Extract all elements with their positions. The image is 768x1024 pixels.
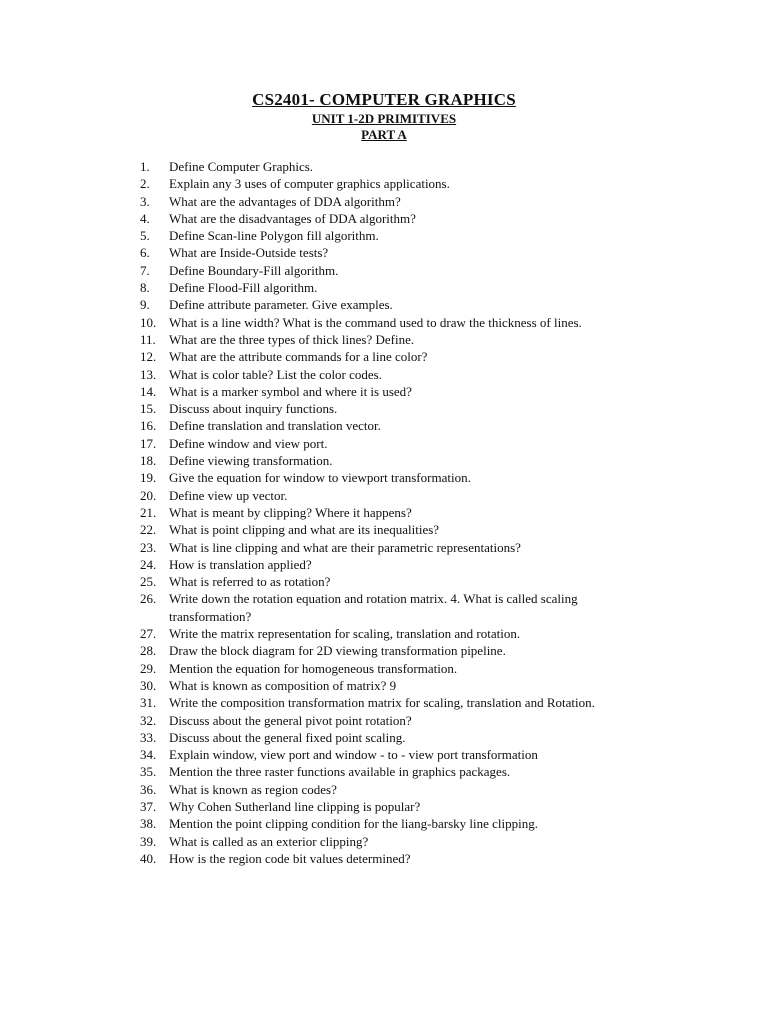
question-item bbox=[140, 539, 640, 556]
question-number: 39. bbox=[140, 833, 157, 849]
question-number: 20. bbox=[140, 487, 157, 503]
question-number: 33. bbox=[140, 729, 157, 745]
question-text: What is color table? List the color codes. bbox=[169, 366, 382, 382]
question-text: How is translation applied? bbox=[169, 556, 312, 572]
question-number: 22. bbox=[140, 522, 157, 538]
question-text: What are the three types of thick lines? Define. bbox=[169, 331, 415, 347]
question-text: What is point clipping and what are its inequalities? bbox=[169, 522, 440, 538]
question-text: Define Scan-line Polygon fill algorithm. bbox=[169, 228, 379, 244]
question-text: Define Flood-Fill algorithm. bbox=[169, 280, 318, 296]
question-text: Write down the rotation equation and rotation matrix. 4. What is called scaling transformation? bbox=[169, 591, 578, 624]
question-text: Draw the block diagram for 2D viewing transformation pipeline. bbox=[169, 643, 506, 659]
question-text: What are the advantages of DDA algorithm? bbox=[169, 193, 401, 209]
question-number: 18. bbox=[140, 453, 157, 469]
question-item bbox=[140, 314, 640, 331]
unit-heading: UNIT 1-2D PRIMITIVES bbox=[311, 111, 457, 126]
question-text: Explain window, view port and window - to - view port transformation bbox=[169, 747, 538, 763]
question-item bbox=[140, 244, 640, 261]
question-item bbox=[140, 573, 640, 590]
question-item bbox=[140, 158, 640, 175]
question-item bbox=[140, 400, 640, 417]
question-number: 36. bbox=[140, 781, 157, 797]
question-text: Define viewing transformation. bbox=[169, 453, 333, 469]
question-item bbox=[140, 210, 640, 227]
question-item bbox=[140, 729, 640, 746]
question-item bbox=[140, 677, 640, 694]
question-text: Discuss about the general fixed point scaling. bbox=[169, 729, 406, 745]
question-item bbox=[140, 279, 640, 296]
question-text: What is meant by clipping? Where it happens? bbox=[169, 504, 412, 520]
question-item bbox=[140, 781, 640, 798]
question-item bbox=[140, 625, 640, 642]
question-text: Why Cohen Sutherland line clipping is popular? bbox=[169, 798, 421, 814]
question-text: Define window and view port. bbox=[169, 435, 328, 451]
question-number: 5. bbox=[140, 228, 150, 244]
question-item bbox=[140, 556, 640, 573]
question-item bbox=[140, 452, 640, 469]
question-item bbox=[140, 642, 640, 659]
question-number: 27. bbox=[140, 626, 157, 642]
question-item bbox=[140, 521, 640, 538]
question-number: 9. bbox=[140, 297, 150, 313]
question-number: 7. bbox=[140, 262, 150, 278]
question-number: 17. bbox=[140, 435, 157, 451]
question-number: 23. bbox=[140, 539, 157, 555]
question-item bbox=[140, 746, 640, 763]
question-item bbox=[140, 798, 640, 815]
question-text: What are Inside-Outside tests? bbox=[169, 245, 329, 261]
question-text: What are the disadvantages of DDA algorithm? bbox=[169, 210, 416, 226]
question-number: 24. bbox=[140, 556, 157, 572]
document-title: CS2401- COMPUTER GRAPHICS bbox=[252, 90, 516, 109]
question-list bbox=[140, 158, 640, 867]
question-text: Discuss about the general pivot point rotation? bbox=[169, 712, 412, 728]
question-number: 3. bbox=[140, 193, 150, 209]
question-text: Mention the three raster functions available in graphics packages. bbox=[169, 764, 511, 780]
question-item bbox=[140, 227, 640, 244]
question-item bbox=[140, 712, 640, 729]
question-item bbox=[140, 435, 640, 452]
question-item bbox=[140, 694, 640, 711]
question-number: 29. bbox=[140, 660, 157, 676]
question-text: Define attribute parameter. Give examples. bbox=[169, 297, 393, 313]
question-number: 13. bbox=[140, 366, 157, 382]
question-item bbox=[140, 660, 640, 677]
question-number: 10. bbox=[140, 314, 157, 330]
question-item bbox=[140, 193, 640, 210]
question-number: 31. bbox=[140, 695, 157, 711]
question-item bbox=[140, 417, 640, 434]
question-text: Define translation and translation vector. bbox=[169, 418, 381, 434]
question-number: 6. bbox=[140, 245, 150, 261]
question-text: What are the attribute commands for a line color? bbox=[169, 349, 428, 365]
question-text: Write the composition transformation matrix for scaling, translation and Rotation. bbox=[169, 695, 595, 711]
question-item bbox=[140, 366, 640, 383]
question-number: 40. bbox=[140, 850, 157, 866]
question-number: 12. bbox=[140, 349, 157, 365]
question-item bbox=[140, 590, 640, 625]
question-item bbox=[140, 175, 640, 192]
question-text: How is the region code bit values determined? bbox=[169, 850, 411, 866]
question-text: Define Computer Graphics. bbox=[169, 159, 314, 174]
question-text: What is a line width? What is the command used to draw the thickness of lines. bbox=[169, 314, 582, 330]
question-item bbox=[140, 296, 640, 313]
question-item bbox=[140, 469, 640, 486]
question-text: Give the equation for window to viewport transformation. bbox=[169, 470, 471, 486]
question-item bbox=[140, 763, 640, 780]
question-text: What is referred to as rotation? bbox=[169, 574, 331, 590]
question-number: 26. bbox=[140, 591, 157, 607]
question-text: What is a marker symbol and where it is used? bbox=[169, 383, 412, 399]
question-text: Explain any 3 uses of computer graphics applications. bbox=[169, 176, 450, 192]
question-number: 34. bbox=[140, 747, 157, 763]
question-number: 15. bbox=[140, 401, 157, 417]
question-text: Mention the point clipping condition for the liang-barsky line clipping. bbox=[169, 816, 538, 832]
question-number: 32. bbox=[140, 712, 157, 728]
question-number: 4. bbox=[140, 210, 150, 226]
question-text: What is known as region codes? bbox=[169, 781, 337, 797]
question-number: 28. bbox=[140, 643, 157, 659]
question-number: 21. bbox=[140, 504, 157, 520]
question-number: 11. bbox=[140, 331, 156, 347]
question-number: 2. bbox=[140, 176, 150, 192]
question-number: 19. bbox=[140, 470, 157, 486]
question-number: 8. bbox=[140, 280, 150, 296]
question-number: 16. bbox=[140, 418, 157, 434]
question-text: Write the matrix representation for scaling, translation and rotation. bbox=[169, 626, 521, 642]
question-number: 1. bbox=[140, 159, 150, 174]
question-item bbox=[140, 262, 640, 279]
question-text: Mention the equation for homogeneous transformation. bbox=[169, 660, 458, 676]
question-item bbox=[140, 487, 640, 504]
question-number: 30. bbox=[140, 677, 157, 693]
question-item bbox=[140, 833, 640, 850]
part-heading: PART A bbox=[361, 127, 407, 142]
question-item bbox=[140, 348, 640, 365]
question-item bbox=[140, 504, 640, 521]
question-number: 35. bbox=[140, 764, 157, 780]
question-item bbox=[140, 815, 640, 832]
question-text: Discuss about inquiry functions. bbox=[169, 401, 338, 417]
question-text: What is line clipping and what are their parametric representations? bbox=[169, 539, 521, 555]
question-number: 14. bbox=[140, 383, 157, 399]
question-item bbox=[140, 331, 640, 348]
question-text: Define view up vector. bbox=[169, 487, 288, 503]
question-text: Define Boundary-Fill algorithm. bbox=[169, 262, 339, 278]
question-number: 37. bbox=[140, 798, 157, 814]
question-text: What is known as composition of matrix? 9 bbox=[169, 677, 397, 693]
question-item bbox=[140, 383, 640, 400]
question-text: What is called as an exterior clipping? bbox=[169, 833, 369, 849]
question-number: 38. bbox=[140, 816, 157, 832]
question-item bbox=[140, 850, 640, 867]
question-number: 25. bbox=[140, 574, 157, 590]
